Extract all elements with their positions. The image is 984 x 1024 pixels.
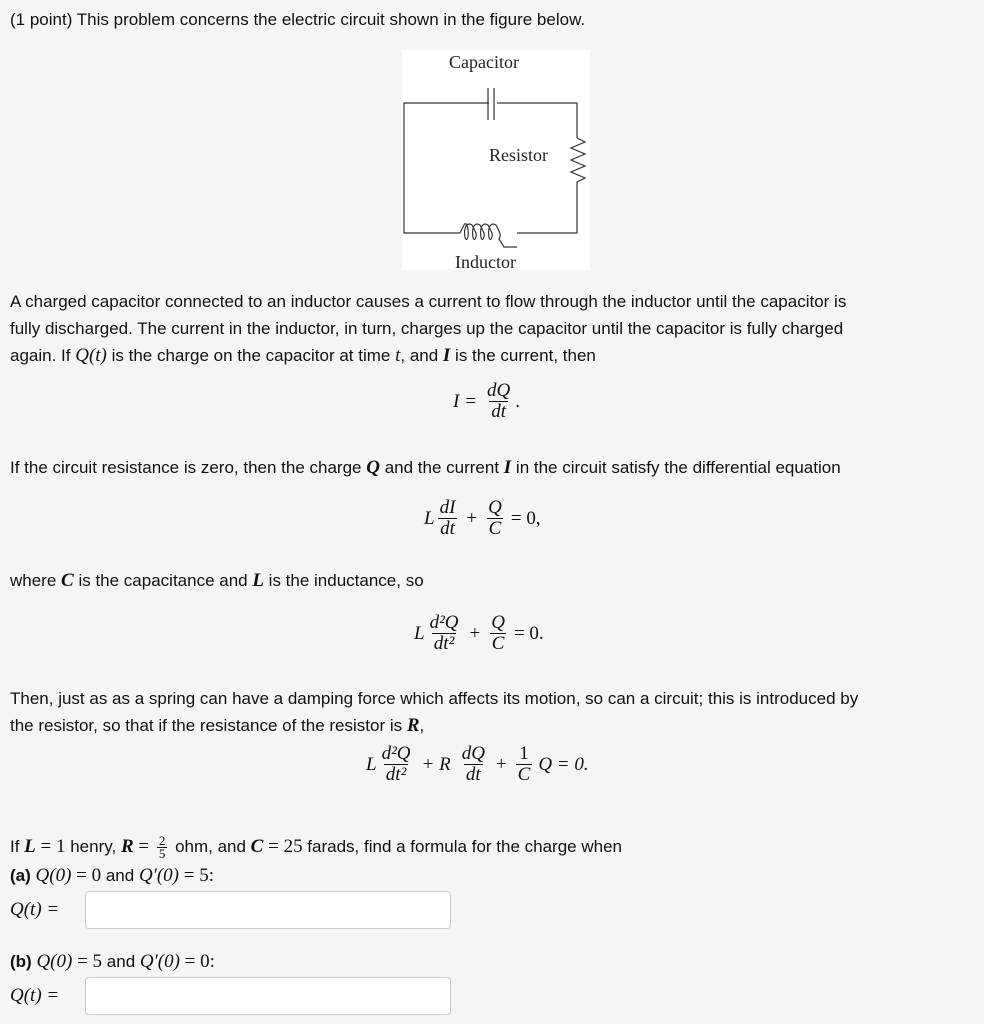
denominator: dt [491, 401, 507, 422]
numerator: Q [488, 497, 502, 518]
resistor-label: Resistor [489, 145, 549, 165]
denominator: dt [440, 518, 455, 539]
text: where [10, 571, 62, 590]
part-a-condition [10, 865, 214, 887]
math: Q(0) [35, 865, 72, 886]
text: farads, find a formula for the charge when [302, 836, 622, 856]
text: again. If [10, 346, 76, 365]
math: = 5 [72, 951, 103, 972]
part-a-qt-label: Q(t) = [10, 899, 60, 920]
para1-line3 [10, 345, 596, 367]
part-b-answer-input[interactable] [85, 977, 451, 1015]
text: in the circuit satisfy the differential equation [511, 458, 841, 477]
intro-text: (1 point) This problem concerns the electric circuit shown in the figure below. [10, 10, 586, 29]
math: L [24, 835, 36, 857]
text: the resistor, so that if the resistance of the resistor is [10, 716, 407, 735]
fraction [438, 498, 458, 539]
text: If the circuit resistance is zero, then the charge [10, 458, 367, 477]
math: = 0. [513, 622, 544, 644]
equation-current [453, 381, 520, 422]
math-t: t [395, 345, 401, 366]
math: = 1 [35, 835, 66, 857]
math: I [503, 457, 512, 478]
numerator: 1 [519, 743, 529, 764]
math: + R [421, 753, 451, 775]
part-b-qt-label: Q(t) = [10, 985, 60, 1006]
math: Q′(0) [139, 951, 180, 972]
fraction [460, 744, 487, 785]
math: Q = 0. [538, 753, 589, 775]
numerator: Q [491, 612, 505, 633]
part-a-answer-input[interactable] [85, 891, 451, 929]
text: is the charge on the capacitor at time [106, 346, 396, 365]
math: = 25 [263, 835, 303, 857]
math: L [414, 622, 425, 644]
fraction [485, 381, 512, 422]
fraction [486, 498, 504, 539]
math: Q′(0) [138, 865, 179, 886]
math: = 5: [178, 865, 214, 886]
fraction [516, 744, 533, 785]
text: henry, [65, 836, 121, 856]
numerator: d²Q [429, 612, 459, 633]
math: C [250, 835, 264, 857]
text: and [102, 952, 140, 971]
math: I [453, 390, 460, 412]
math: = 0, [510, 507, 541, 529]
text: is the inductance, so [263, 571, 424, 590]
para1-line1: A charged capacitor connected to an inductor causes a current to flow through the inductor until the capacitor is [10, 292, 847, 311]
denominator: C [517, 764, 531, 785]
math: = 0 [71, 865, 102, 886]
capacitor-label: Capacitor [449, 52, 519, 72]
math-q-of-t: Q(t) [75, 345, 107, 366]
equation-rlc [366, 744, 589, 785]
math: = [133, 835, 154, 857]
part-label: (a) [10, 866, 31, 885]
denominator: dt² [385, 764, 407, 785]
text: ohm, and [170, 836, 251, 856]
math: R [406, 715, 420, 736]
math: + [469, 622, 481, 644]
text: , and [400, 346, 443, 365]
para4-line2 [10, 715, 424, 737]
text: and the current [379, 458, 504, 477]
numerator: dQ [487, 380, 511, 401]
denominator: C [491, 633, 505, 654]
fraction [157, 835, 168, 860]
math: L [366, 753, 377, 775]
math: L [424, 507, 435, 529]
math: + [466, 507, 478, 529]
fraction [428, 613, 461, 654]
part-b-condition [10, 951, 215, 973]
numerator: d²Q [381, 743, 411, 764]
denominator: C [488, 518, 502, 539]
para4-line1: Then, just as as a spring can have a damping force which affects its motion, so can a circuit; this is introduced by [10, 689, 859, 708]
math: + [495, 753, 507, 775]
denominator: dt² [433, 633, 455, 654]
math-i: I [442, 345, 451, 366]
math: C [61, 570, 74, 591]
math: = 0: [179, 951, 215, 972]
math: L [252, 570, 264, 591]
text: is the capacitance and [73, 571, 253, 590]
equation-lc-second-order [414, 613, 544, 654]
part-label: (b) [10, 952, 32, 971]
circuit-figure [402, 50, 590, 270]
para1-line2: fully discharged. The current in the inductor, in turn, charges up the capacitor until the capacitor is fully charged [10, 319, 844, 338]
para3 [10, 570, 424, 592]
numerator: dQ [461, 743, 485, 764]
math: Q(0) [36, 951, 73, 972]
text: and [101, 866, 139, 885]
fraction [380, 744, 413, 785]
math: . [515, 390, 521, 412]
para2 [10, 457, 841, 479]
numerator: 2 [158, 833, 166, 848]
text: , [419, 716, 425, 735]
inductor-label: Inductor [455, 252, 516, 272]
math: R [120, 835, 134, 857]
text: If [10, 836, 25, 856]
math: Q [366, 457, 380, 478]
numerator: dI [439, 497, 456, 518]
denominator: 5 [158, 846, 166, 861]
equation-lc-first-order [424, 498, 541, 539]
given-values [10, 835, 622, 860]
math: = [465, 390, 477, 412]
denominator: dt [465, 764, 481, 785]
text: is the current, then [450, 346, 596, 365]
fraction [489, 613, 507, 654]
